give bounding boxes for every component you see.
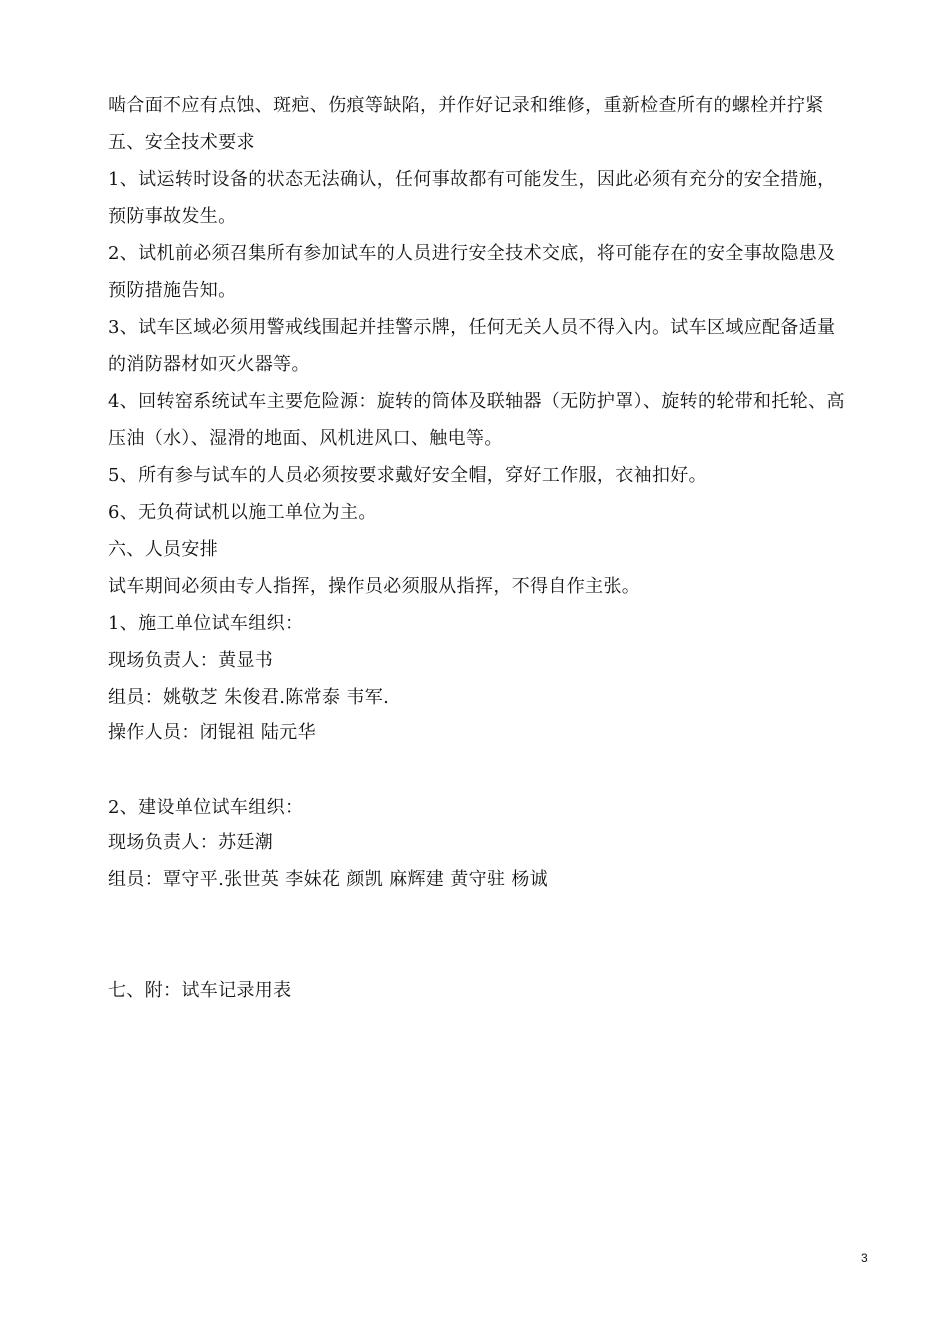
text-line: 4、回转窑系统试车主要危险源：旋转的筒体及联轴器（无防护罩）、旋转的轮带和托轮、高 <box>108 391 845 412</box>
section-heading-personnel: 六、人员安排 <box>108 539 219 560</box>
text-line: 5、所有参与试车的人员必须按要求戴好安全帽，穿好工作服，衣袖扣好。 <box>108 465 707 486</box>
text-line: 操作人员：闭锟祖 陆元华 <box>108 722 316 743</box>
text-line: 压油（水）、湿滑的地面、风机进风口、触电等。 <box>108 428 503 449</box>
text-line: 组员：覃守平.张世英 李妹花 颜凯 麻辉建 黄守驻 杨诚 <box>108 869 549 890</box>
text-line: 1、施工单位试车组织： <box>108 613 304 634</box>
section-heading-safety-requirements: 五、安全技术要求 <box>108 132 255 153</box>
text-line: 3、试车区域必须用警戒线围起并挂警示牌，任何无关人员不得入内。试车区域应配备适量 <box>108 317 836 338</box>
text-line: 预防事故发生。 <box>108 206 237 227</box>
text-line: 试车期间必须由专人指挥，操作员必须服从指挥，不得自作主张。 <box>108 576 641 597</box>
text-line: 现场负责人：苏廷潮 <box>108 832 274 853</box>
text-line: 组员：姚敬芝 朱俊君.陈常泰 韦军. <box>108 687 390 708</box>
text-line: 2、建设单位试车组织： <box>108 797 304 818</box>
text-line: 2、试机前必须召集所有参加试车的人员进行安全技术交底，将可能存在的安全事故隐患及 <box>108 243 836 264</box>
text-line: 6、无负荷试机以施工单位为主。 <box>108 502 377 523</box>
text-line: 1、试运转时设备的状态无法确认，任何事故都有可能发生，因此必须有充分的安全措施， <box>108 169 836 190</box>
text-line-continuation: 啮合面不应有点蚀、斑疤、伤痕等缺陷，并作好记录和维修，重新检查所有的螺栓并拧紧 <box>108 95 824 116</box>
text-line: 的消防器材如灭火器等。 <box>108 354 310 375</box>
page-number: 3 <box>861 1251 868 1265</box>
section-heading-appendix: 七、附：试车记录用表 <box>108 980 292 1001</box>
text-line: 现场负责人：黄显书 <box>108 650 274 671</box>
text-line: 预防措施告知。 <box>108 280 237 301</box>
